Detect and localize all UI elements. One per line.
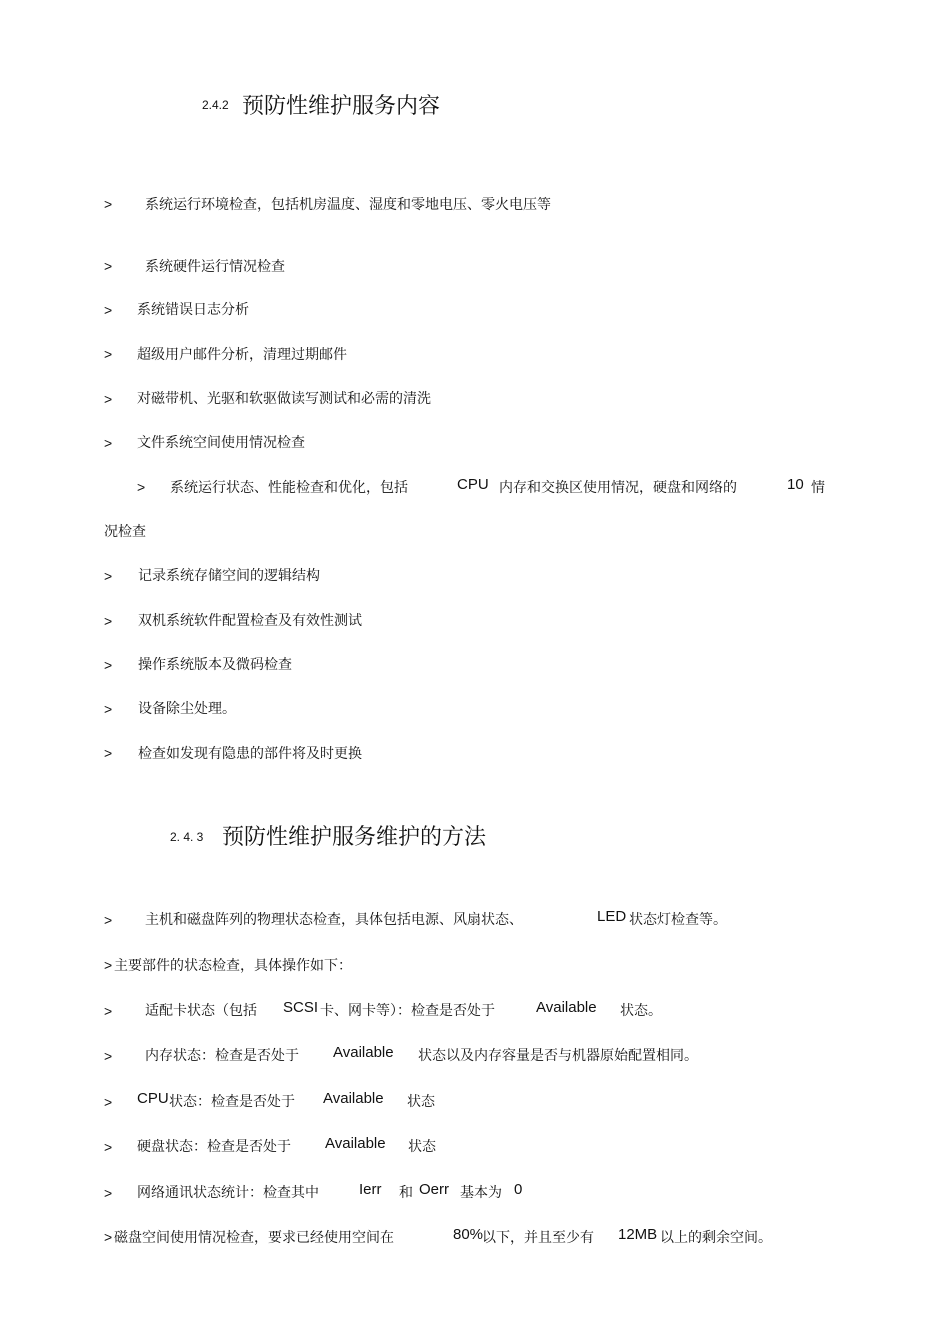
- bullet-marker: >: [104, 1229, 113, 1245]
- list-item: 系统硬件运行情况检查: [145, 259, 285, 275]
- list-item-cpu: CPU: [457, 476, 489, 493]
- method-term: Oerr: [419, 1181, 449, 1198]
- bullet-marker: >: [104, 701, 113, 717]
- bullet-marker: >: [104, 196, 113, 212]
- bullet-marker: >: [104, 657, 113, 673]
- method-line: 状态: [407, 1094, 435, 1110]
- method-term: Available: [536, 999, 597, 1016]
- method-value: 80%: [453, 1226, 484, 1243]
- method-line: 状态以及内存容量是否与机器原始配置相同。: [418, 1048, 698, 1064]
- list-item: 操作系统版本及微码检查: [138, 657, 292, 673]
- section-number: 2. 4. 3: [170, 830, 204, 844]
- bullet-marker: >: [104, 1185, 113, 1201]
- list-item: 记录系统存储空间的逻辑结构: [138, 568, 320, 584]
- method-line: 和: [399, 1185, 413, 1201]
- list-item: 对磁带机、光驱和软驱做读写测试和必需的清洗: [137, 391, 431, 407]
- method-line: 状态：检查是否处于: [169, 1094, 295, 1110]
- method-line: 磁盘空间使用情况检查，要求已经使用空间在: [114, 1230, 394, 1246]
- bullet-marker: >: [104, 1139, 113, 1155]
- method-value: 12MB: [618, 1226, 658, 1243]
- method-term: LED: [597, 908, 627, 925]
- list-item-part: 情: [811, 480, 825, 496]
- bullet-marker: >: [104, 1094, 113, 1110]
- bullet-marker: >: [104, 912, 113, 928]
- bullet-marker: >: [104, 1048, 113, 1064]
- bullet-marker: >: [104, 1003, 113, 1019]
- list-item-part: 系统运行状态、性能检查和优化，包括: [170, 480, 408, 496]
- bullet-marker: >: [104, 391, 113, 407]
- list-item: 检查如发现有隐患的部件将及时更换: [138, 746, 362, 762]
- method-line: 主要部件的状态检查，具体操作如下：: [114, 958, 352, 974]
- section-number: 2.4.2: [202, 98, 229, 112]
- method-line: 硬盘状态：检查是否处于: [137, 1139, 291, 1155]
- method-value: 0: [514, 1181, 523, 1198]
- list-item: 文件系统空间使用情况检查: [137, 435, 305, 451]
- list-item: 双机系统软件配置检查及有效性测试: [138, 613, 362, 629]
- method-line: 适配卡状态（包括: [145, 1003, 257, 1019]
- method-line: 卡、网卡等）：检查是否处于: [320, 1003, 495, 1019]
- list-item-part: 内存和交换区使用情况，硬盘和网络的: [499, 480, 737, 496]
- list-item-continuation: 况检查: [104, 524, 146, 540]
- list-item: 系统错误日志分析: [137, 302, 249, 318]
- method-line: 状态灯检查等。: [629, 912, 727, 928]
- method-term: Available: [325, 1135, 386, 1152]
- bullet-marker: >: [104, 613, 113, 629]
- bullet-marker: >: [104, 957, 113, 973]
- method-term: SCSI: [283, 999, 319, 1016]
- method-term: Available: [333, 1044, 394, 1061]
- bullet-marker: >: [104, 258, 113, 274]
- method-line: 网络通讯状态统计：检查其中: [137, 1185, 319, 1201]
- list-item: 设备除尘处理。: [138, 701, 236, 717]
- method-term: Available: [323, 1090, 384, 1107]
- bullet-marker: >: [104, 435, 113, 451]
- section-title: 预防性维护服务内容: [242, 94, 441, 119]
- method-line: 状态。: [620, 1003, 662, 1019]
- method-line: 内存状态：检查是否处于: [145, 1048, 299, 1064]
- method-term: Ierr: [359, 1181, 382, 1198]
- bullet-marker: >: [137, 479, 146, 495]
- list-item-number: 10: [787, 476, 804, 493]
- method-term: CPU: [137, 1090, 169, 1107]
- list-item: 超级用户邮件分析，清理过期邮件: [137, 347, 347, 363]
- method-line: 状态: [408, 1139, 436, 1155]
- list-item: 系统运行环境检查，包括机房温度、湿度和零地电压、零火电压等: [145, 197, 551, 213]
- bullet-marker: >: [104, 568, 113, 584]
- bullet-marker: >: [104, 302, 113, 318]
- method-line: 以上的剩余空间。: [660, 1230, 772, 1246]
- method-line: 主机和磁盘阵列的物理状态检查，具体包括电源、风扇状态、: [145, 912, 523, 928]
- section-title: 预防性维护服务维护的方法: [222, 825, 487, 850]
- method-line: 基本为: [460, 1185, 502, 1201]
- bullet-marker: >: [104, 745, 113, 761]
- method-line: 以下，并且至少有: [482, 1230, 594, 1246]
- bullet-marker: >: [104, 346, 113, 362]
